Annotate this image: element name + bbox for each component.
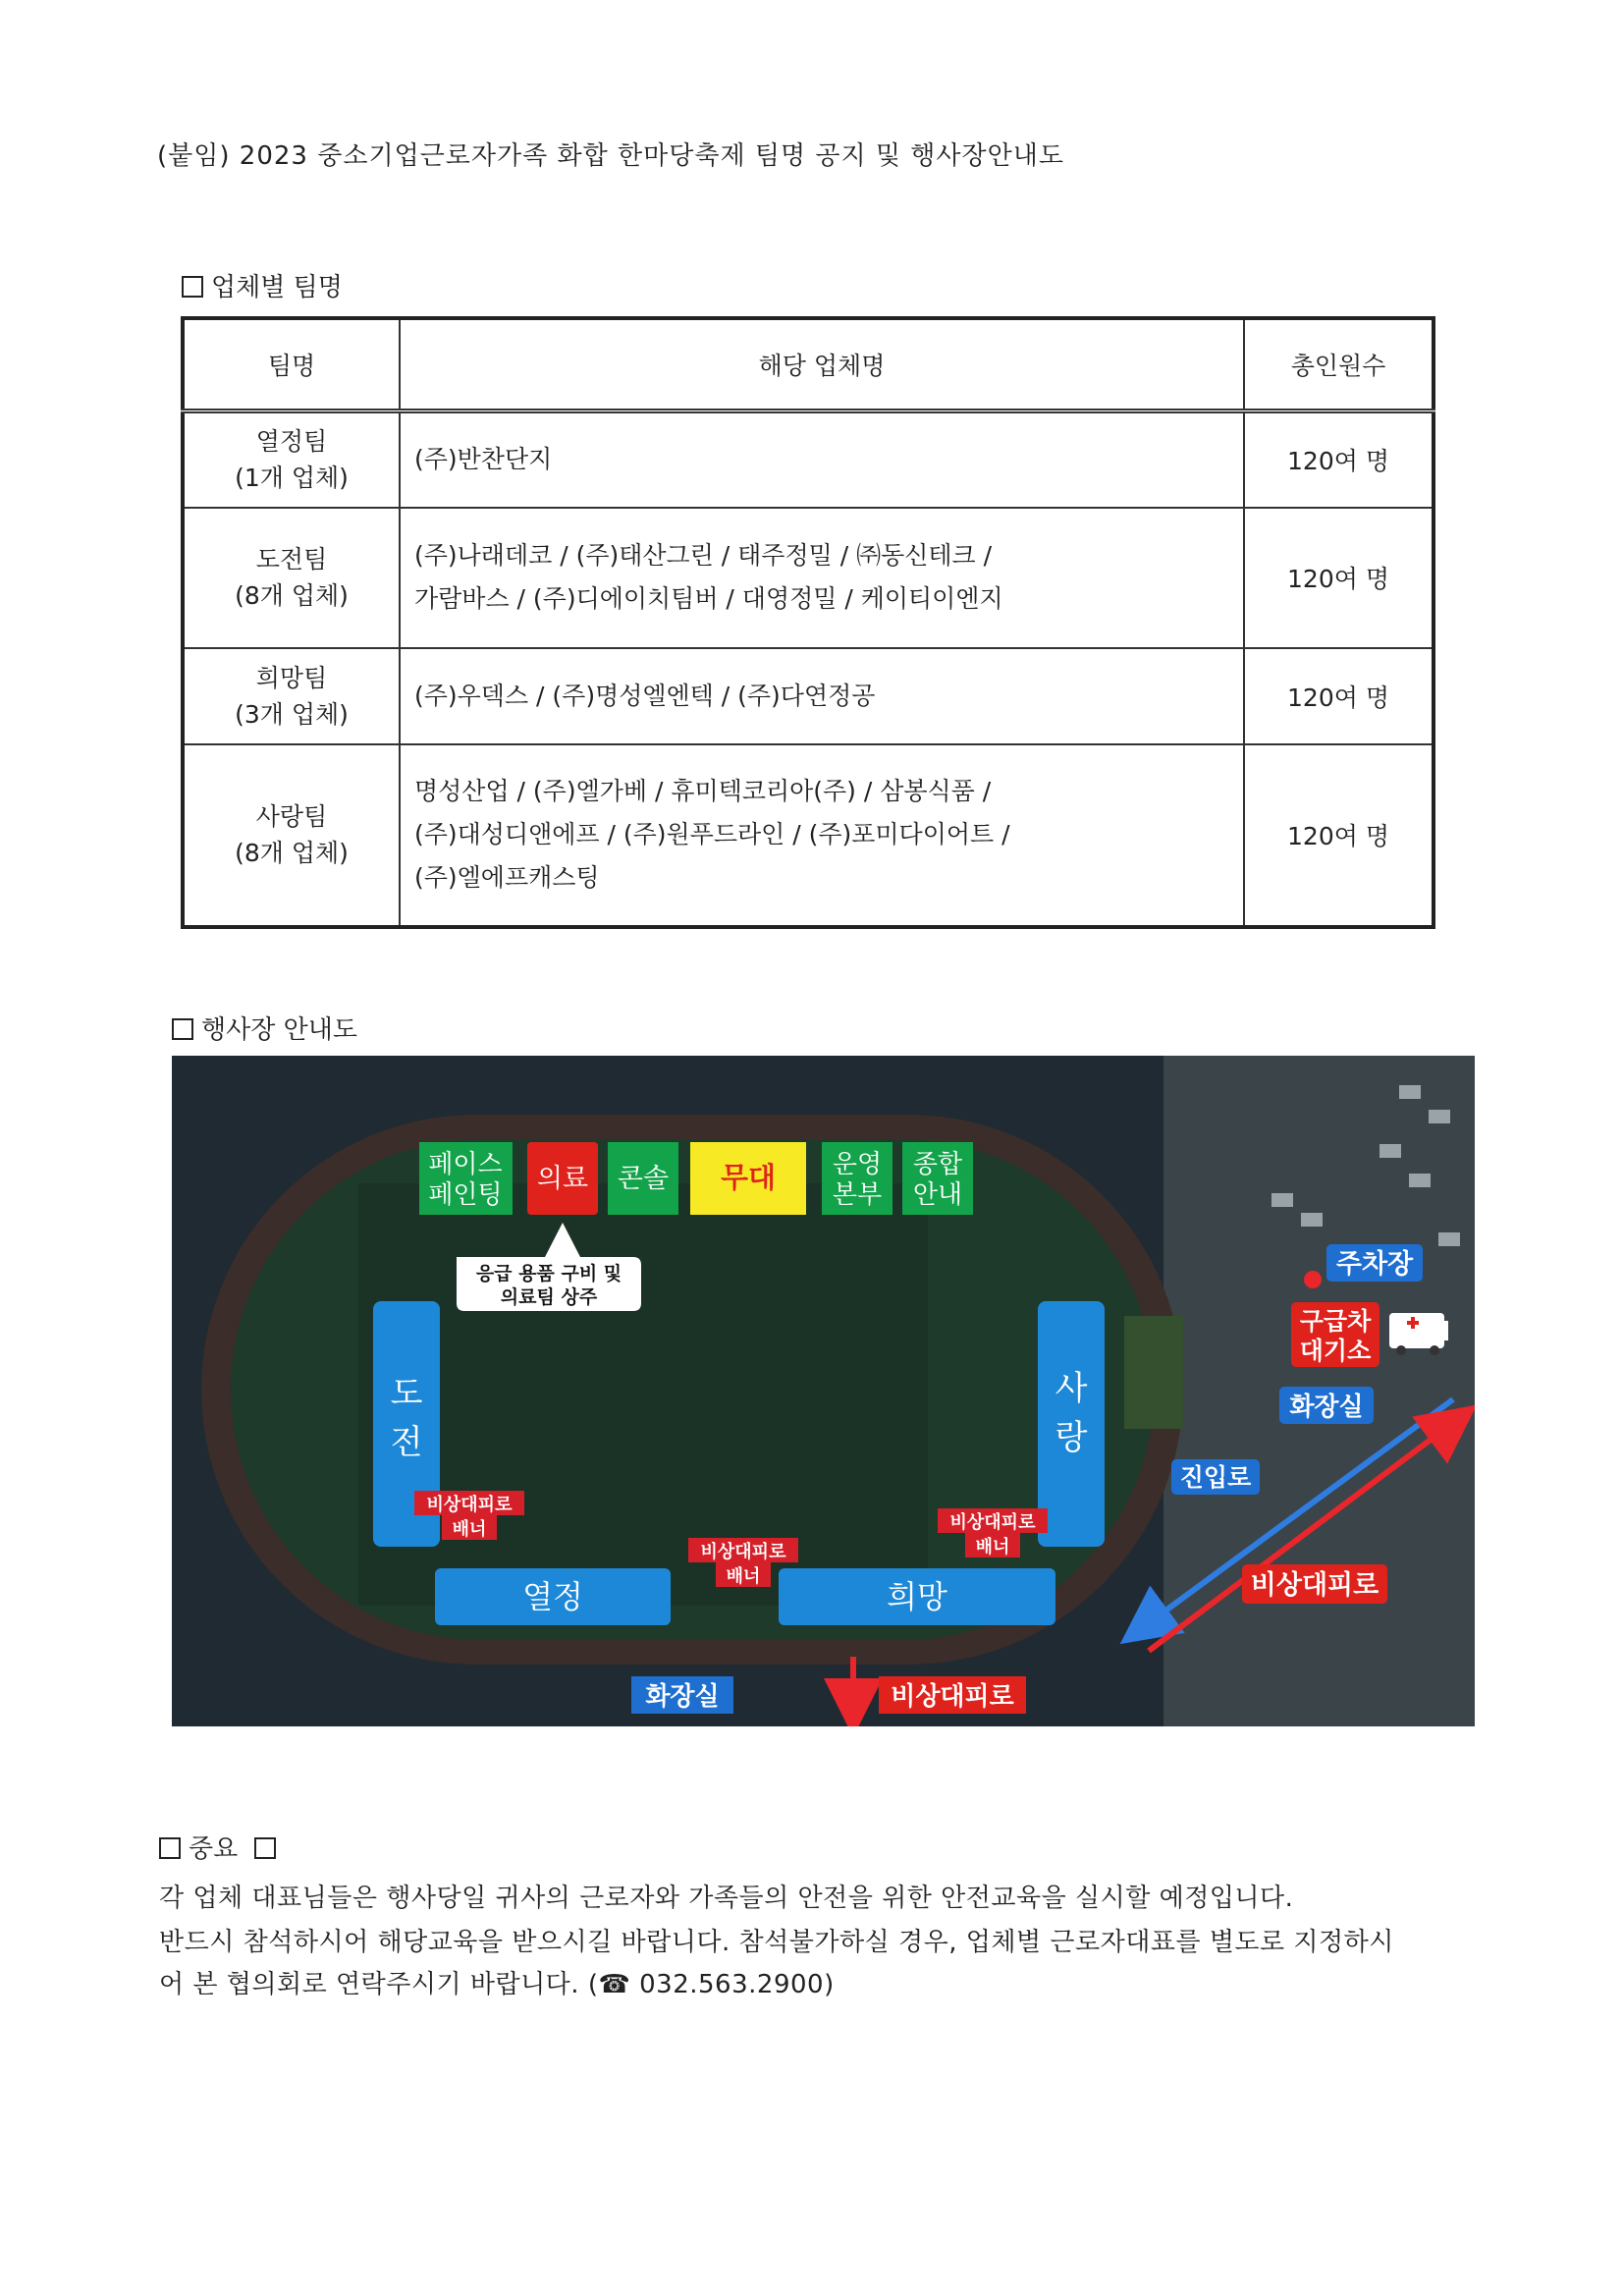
parking-label: 주차장 xyxy=(1335,1249,1414,1280)
total-cell: 120여 명 xyxy=(1244,648,1434,744)
company-line: (주)반찬단지 xyxy=(414,445,553,474)
emergency-route-label: 비상대피로 xyxy=(1250,1570,1380,1601)
companies-cell xyxy=(400,411,1244,508)
team-name: 도전팀 xyxy=(255,545,328,574)
company-line: (주)우덱스 / (주)명성엘엔텍 / (주)다연정공 xyxy=(414,681,876,710)
table-row xyxy=(183,744,1434,927)
banner-right-label-2: 배너 xyxy=(975,1537,1010,1558)
total-cell: 120여 명 xyxy=(1244,508,1434,648)
checkbox-square-icon xyxy=(159,1837,181,1859)
medical-note-line-2: 의료팀 상주 xyxy=(500,1286,598,1308)
team-cell xyxy=(183,508,400,648)
ambulance-label-2: 대기소 xyxy=(1299,1337,1372,1365)
team-name: 사랑팀 xyxy=(255,802,328,831)
total-cell: 120여 명 xyxy=(1244,744,1434,927)
companies-cell xyxy=(400,648,1244,744)
booth-operations-label-1: 운영 xyxy=(832,1150,883,1179)
notice-line-3: 어 본 협의회로 연락주시기 바랍니다. (☎ 032.563.2900) xyxy=(159,1970,835,1999)
side-court xyxy=(1124,1316,1183,1429)
company-line: (주)대성디앤에프 / (주)원푸드라인 / (주)포미다이어트 / xyxy=(414,820,1010,848)
zone-dojeon-label-2: 전 xyxy=(390,1423,423,1462)
field-center xyxy=(358,1183,928,1606)
booth-information-label-2: 안내 xyxy=(912,1180,963,1210)
notice-line-2: 반드시 참석하시어 해당교육을 받으시길 바랍니다. 참석불가하실 경우, 업체별 근로자대표를 별도로 지정하시 xyxy=(159,1928,1394,1957)
checkbox-square-icon xyxy=(254,1837,276,1859)
table-header-row xyxy=(183,318,1434,411)
banner-right-label-1: 비상대피로 xyxy=(949,1512,1036,1533)
emergency-route-bottom-label: 비상대피로 xyxy=(891,1682,1014,1712)
table-row xyxy=(183,648,1434,744)
team-cell xyxy=(183,648,400,744)
banner-center-label-1: 비상대피로 xyxy=(700,1542,786,1562)
restroom-label: 화장실 xyxy=(1289,1393,1364,1422)
zone-sarang-label-2: 랑 xyxy=(1055,1418,1088,1457)
ambulance-label-1: 구급차 xyxy=(1299,1307,1372,1336)
section-heading-teams xyxy=(182,267,343,303)
booth-row xyxy=(419,1142,973,1215)
important-heading xyxy=(159,1829,284,1865)
medical-note-line-1: 응급 용품 구비 및 xyxy=(475,1263,622,1285)
checkbox-square-icon xyxy=(182,276,203,298)
venue-map xyxy=(172,1056,1475,1726)
banner-left-label-2: 배너 xyxy=(452,1519,487,1540)
zone-dojeon-label-1: 도 xyxy=(390,1374,423,1413)
parking-marker-icon xyxy=(1304,1271,1322,1288)
companies-cell xyxy=(400,508,1244,648)
booth-face-painting-label-1: 페이스 xyxy=(428,1150,503,1179)
team-cell xyxy=(183,744,400,927)
team-cell xyxy=(183,411,400,508)
zone-huimang-label: 희망 xyxy=(887,1578,947,1615)
notice-line-1: 각 업체 대표님들은 행사당일 귀사의 근로자와 가족들의 안전을 위한 안전교육을 실시할 예정입니다. xyxy=(159,1884,1294,1913)
team-company-count: (3개 업체) xyxy=(235,699,349,729)
table-row xyxy=(183,411,1434,508)
team-company-count: (8개 업체) xyxy=(235,839,349,867)
booth-operations-label-2: 본부 xyxy=(832,1180,883,1210)
team-name: 희망팀 xyxy=(255,663,328,692)
important-heading-label: 중요 xyxy=(189,1834,239,1864)
section-heading-map xyxy=(172,1010,357,1046)
booth-face-painting-label-2: 페인팅 xyxy=(428,1180,503,1210)
section-heading-teams-label: 업체별 팀명 xyxy=(211,273,343,302)
team-company-count: (8개 업체) xyxy=(235,581,349,610)
companies-cell xyxy=(400,744,1244,927)
section-heading-map-label: 행사장 안내도 xyxy=(201,1015,357,1045)
banner-center-label-2: 배너 xyxy=(726,1566,761,1587)
entrance-label: 진입로 xyxy=(1179,1463,1252,1492)
restroom-bottom-label: 화장실 xyxy=(645,1682,720,1712)
company-line: (주)나래데코 / (주)태산그린 / 태주정밀 / ㈜동신테크 / xyxy=(414,541,993,570)
header-total: 총인원수 xyxy=(1244,318,1434,411)
checkbox-square-icon xyxy=(172,1018,193,1040)
company-line: 가람바스 / (주)디에이치팀버 / 대영정밀 / 케이티이엔지 xyxy=(414,584,1003,613)
team-name: 열정팀 xyxy=(255,427,328,457)
company-line: (주)엘에프캐스팅 xyxy=(414,863,600,892)
booth-medical-label: 의료 xyxy=(536,1164,589,1194)
header-team: 팀명 xyxy=(183,318,400,411)
header-companies: 해당 업체명 xyxy=(400,318,1244,411)
banner-left-label-1: 비상대피로 xyxy=(426,1495,513,1515)
booth-console-label: 콘솔 xyxy=(617,1164,670,1194)
company-line: 명성산업 / (주)엘가베 / 휴미텍코리아(주) / 삼봉식품 / xyxy=(414,777,992,805)
teams-table xyxy=(181,316,1435,929)
page-title: (붙임) 2023 중소기업근로자가족 화합 한마당축제 팀명 공지 및 행사장안내도 xyxy=(157,141,1064,171)
total-cell: 120여 명 xyxy=(1244,411,1434,508)
booth-information-label-1: 종합 xyxy=(912,1150,963,1179)
table-row xyxy=(183,508,1434,648)
zone-yeoljeong-label: 열정 xyxy=(522,1578,583,1615)
booth-stage-label: 무대 xyxy=(720,1161,777,1194)
team-company-count: (1개 업체) xyxy=(235,464,349,493)
zone-sarang-label-1: 사 xyxy=(1055,1369,1088,1408)
